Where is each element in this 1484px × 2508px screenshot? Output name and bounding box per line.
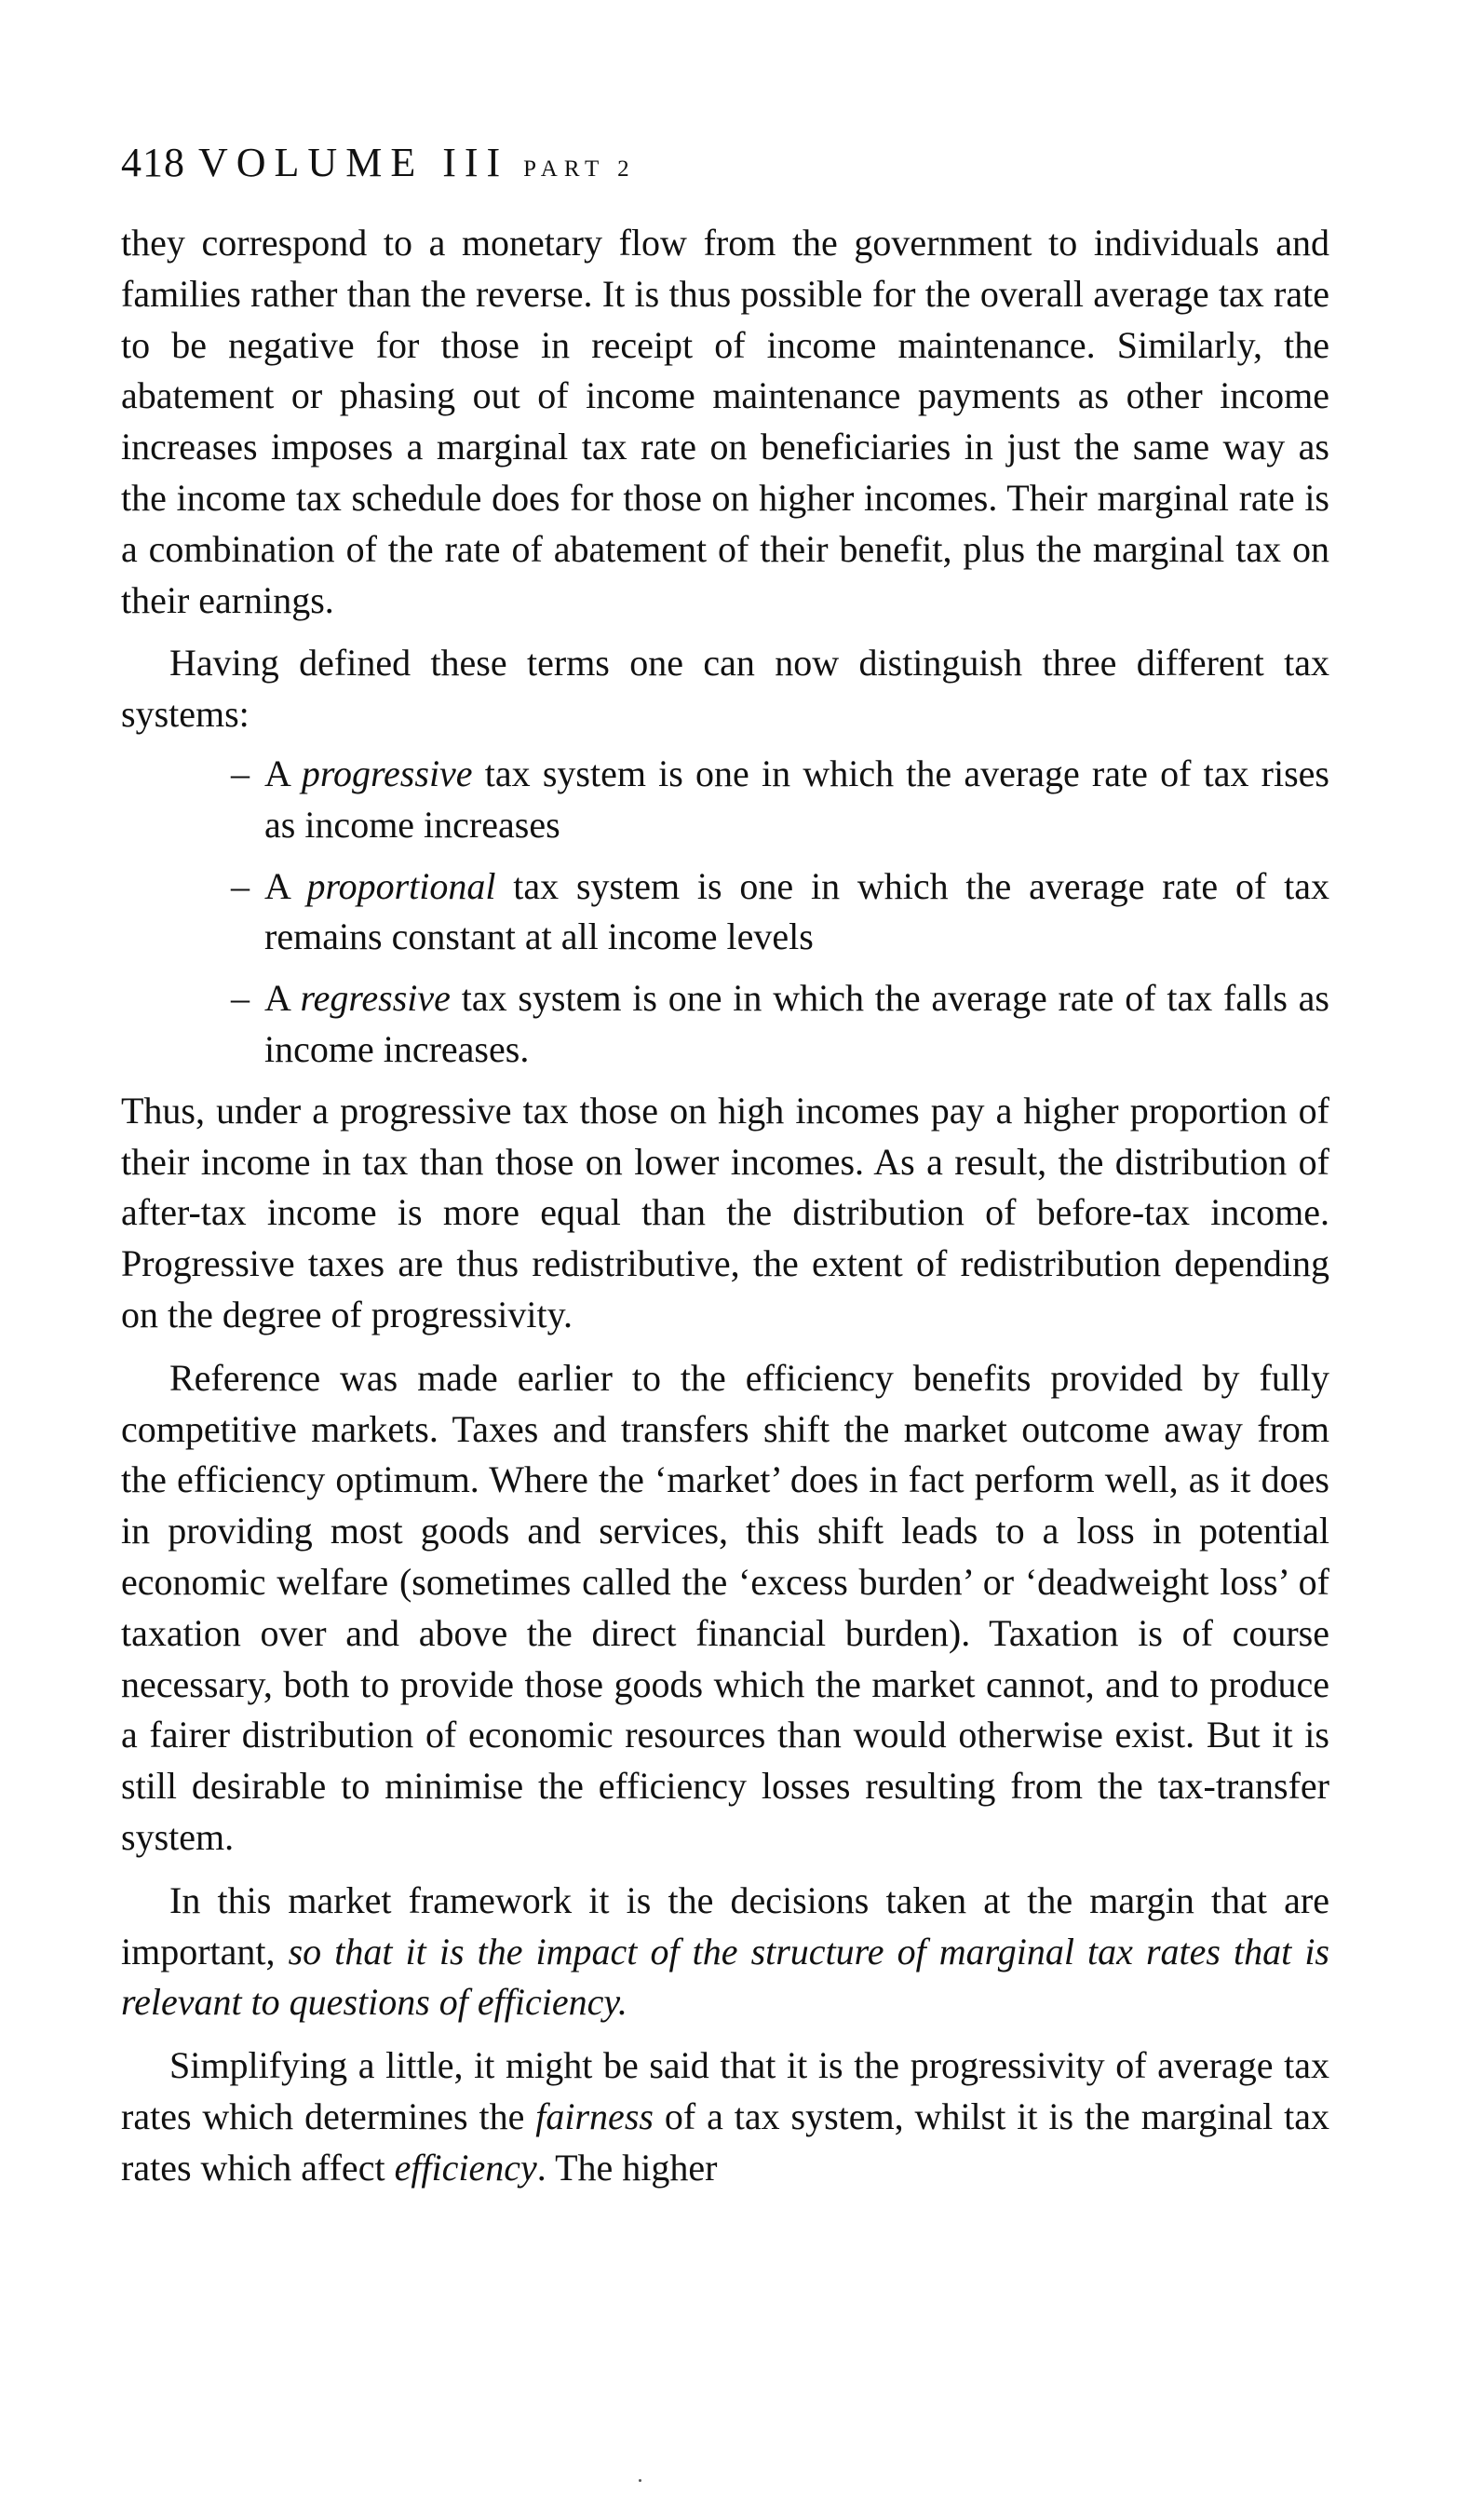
list-dash: –: [231, 977, 250, 1020]
paragraph-progressive-effects: Thus, under a progressive tax those on high incomes pay a higher proportion of their income in tax than those on lower incomes. As a result, the distribution of after-tax income is more equal than the distribution of before-tax income. Progressive taxes are thus redistributive, the extent of redistribution depending on the degree of progressivity.: [121, 1089, 1329, 1335]
term-regressive: regressive: [300, 977, 451, 1020]
part-label: PART 2: [523, 156, 636, 182]
list-item-proportional: – A proportional tax system is one in which the average rate of tax remains constant at all income levels: [231, 861, 1329, 964]
paragraph-tax-systems-intro: Having defined these terms one can now distinguish three different tax systems:: [121, 642, 1329, 736]
term-proportional: proportional: [306, 864, 496, 907]
tax-systems-list: [121, 749, 1329, 1076]
speck-mark: [639, 2479, 641, 2482]
term-progressive: progressive: [301, 752, 473, 794]
list-item-regressive: – A regressive tax system is one in which the average rate of tax falls as income increases.: [231, 973, 1329, 1076]
paragraph-fairness: Simplifying a little, it might be said that it is the progressivity of average tax rates which determines the fairness of a tax system, whilst it is the marginal tax rates which affect efficiency. The higher: [121, 2044, 1329, 2189]
emphasis-efficiency: efficiency: [394, 2146, 537, 2189]
page-number: 418: [121, 140, 185, 185]
paragraph-continuation: they correspond to a monetary flow from the government to individuals and families rather than the reverse. It is thus possible for the overall average tax rate to be negative for those in receipt of income maintenance. Similarly, the abatement or phasing out of income maintenance payments as other income increases imposes a marginal tax rate on beneficiaries in just the same way as the income tax schedule does for those on higher incomes. Their marginal rate is a combination of the rate of abatement of their benefit, plus the marginal tax on their earnings.: [121, 222, 1329, 621]
paragraph-margin: In this market framework it is the decisions taken at the margin that are important, so that it is the impact of the structure of marginal tax rates that is relevant to questions of efficiency.: [121, 1878, 1330, 2024]
emphasis-fairness: fairness: [535, 2095, 654, 2137]
emphasis-marginal-rates: so that it is the impact of the structure of marginal tax rates that is relevant to questions of efficiency.: [121, 1930, 1330, 2024]
list-dash: –: [231, 864, 250, 907]
running-header: [121, 135, 1329, 197]
paragraph-efficiency: Reference was made earlier to the efficiency benefits provided by fully competitive markets. Taxes and transfers shift the market outcome away from the efficiency optimum. Where the ‘market’ does in fact perform well, as it does in providing most goods and services, this shift leads to a loss in potential economic welfare (sometimes called the ‘excess burden’ or ‘deadweight loss’ of taxation over and above the direct financial burden). Taxation is of course necessary, both to provide those goods which the market cannot, and to produce a fairer distribution of economic resources than would otherwise exist. But it is still desirable to minimise the efficiency losses resulting from the tax-transfer system.: [121, 1356, 1329, 1858]
list-dash: –: [231, 752, 250, 794]
volume-label: VOLUME III: [198, 140, 509, 185]
document-page: [121, 135, 1329, 2193]
list-item-progressive: – A progressive tax system is one in which the average rate of tax rises as income increases: [231, 749, 1329, 851]
